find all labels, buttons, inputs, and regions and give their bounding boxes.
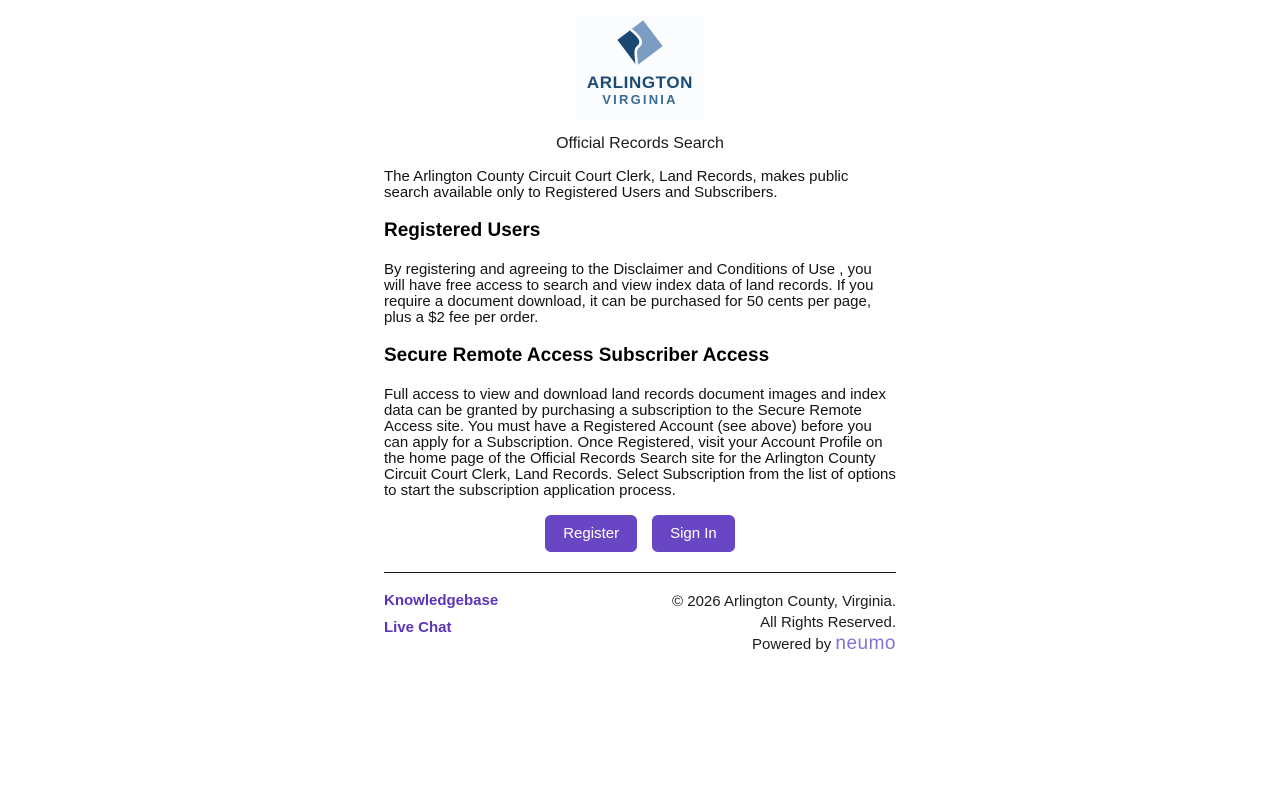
logo-text-arlington: ARLINGTON — [586, 73, 694, 92]
arlington-logo — [575, 16, 705, 120]
sign-in-button[interactable]: Sign In — [652, 515, 735, 552]
section-heading-registered-users: Registered Users — [384, 220, 541, 241]
logo-text-virginia: VIRGINIA — [602, 92, 678, 107]
arlington-diamond-icon — [614, 17, 666, 69]
neumo-brand-logo[interactable]: neumo — [835, 633, 896, 654]
footer-links — [384, 591, 498, 655]
main-content — [384, 0, 896, 655]
page-title: Official Records Search — [556, 135, 724, 152]
live-chat-link[interactable]: Live Chat — [384, 619, 452, 636]
copyright-line-2: All Rights Reserved. — [760, 614, 896, 631]
knowledgebase-link[interactable]: Knowledgebase — [384, 592, 499, 609]
section-body-registered-users: By registering and agreeing to the Disclaimer and Conditions of Use , you will have free access to search and view index data of land records. If you require a document download, it can be purchased for 50 cents per page, plus a $2 fee per order. — [384, 261, 874, 326]
section-body-subscriber-access: Full access to view and download land records document images and index data can be granted by purchasing a subscription to the Secure Remote Access site. You must have a Registered Account (see above) before you can apply for a Subscription. Once Registered, visit your Account Profile on the home page of the Official Records Search site for the Arlington County Circuit Court Clerk, Land Records. Select Subscription from the list of options to start the subscription application process. — [384, 386, 896, 499]
action-button-row — [384, 515, 896, 552]
powered-by-line — [672, 633, 896, 655]
powered-by-label: Powered by — [752, 636, 836, 653]
intro-text: The Arlington County Circuit Court Clerk, Land Records, makes public search available only to Registered Users and Subscribers. — [384, 168, 849, 201]
copyright-line-1: © 2026 Arlington County, Virginia. — [672, 593, 896, 610]
footer-copyright — [672, 591, 896, 655]
footer — [384, 591, 896, 655]
register-button[interactable]: Register — [545, 515, 637, 552]
footer-divider — [384, 572, 896, 573]
section-heading-subscriber-access: Secure Remote Access Subscriber Access — [384, 345, 770, 366]
